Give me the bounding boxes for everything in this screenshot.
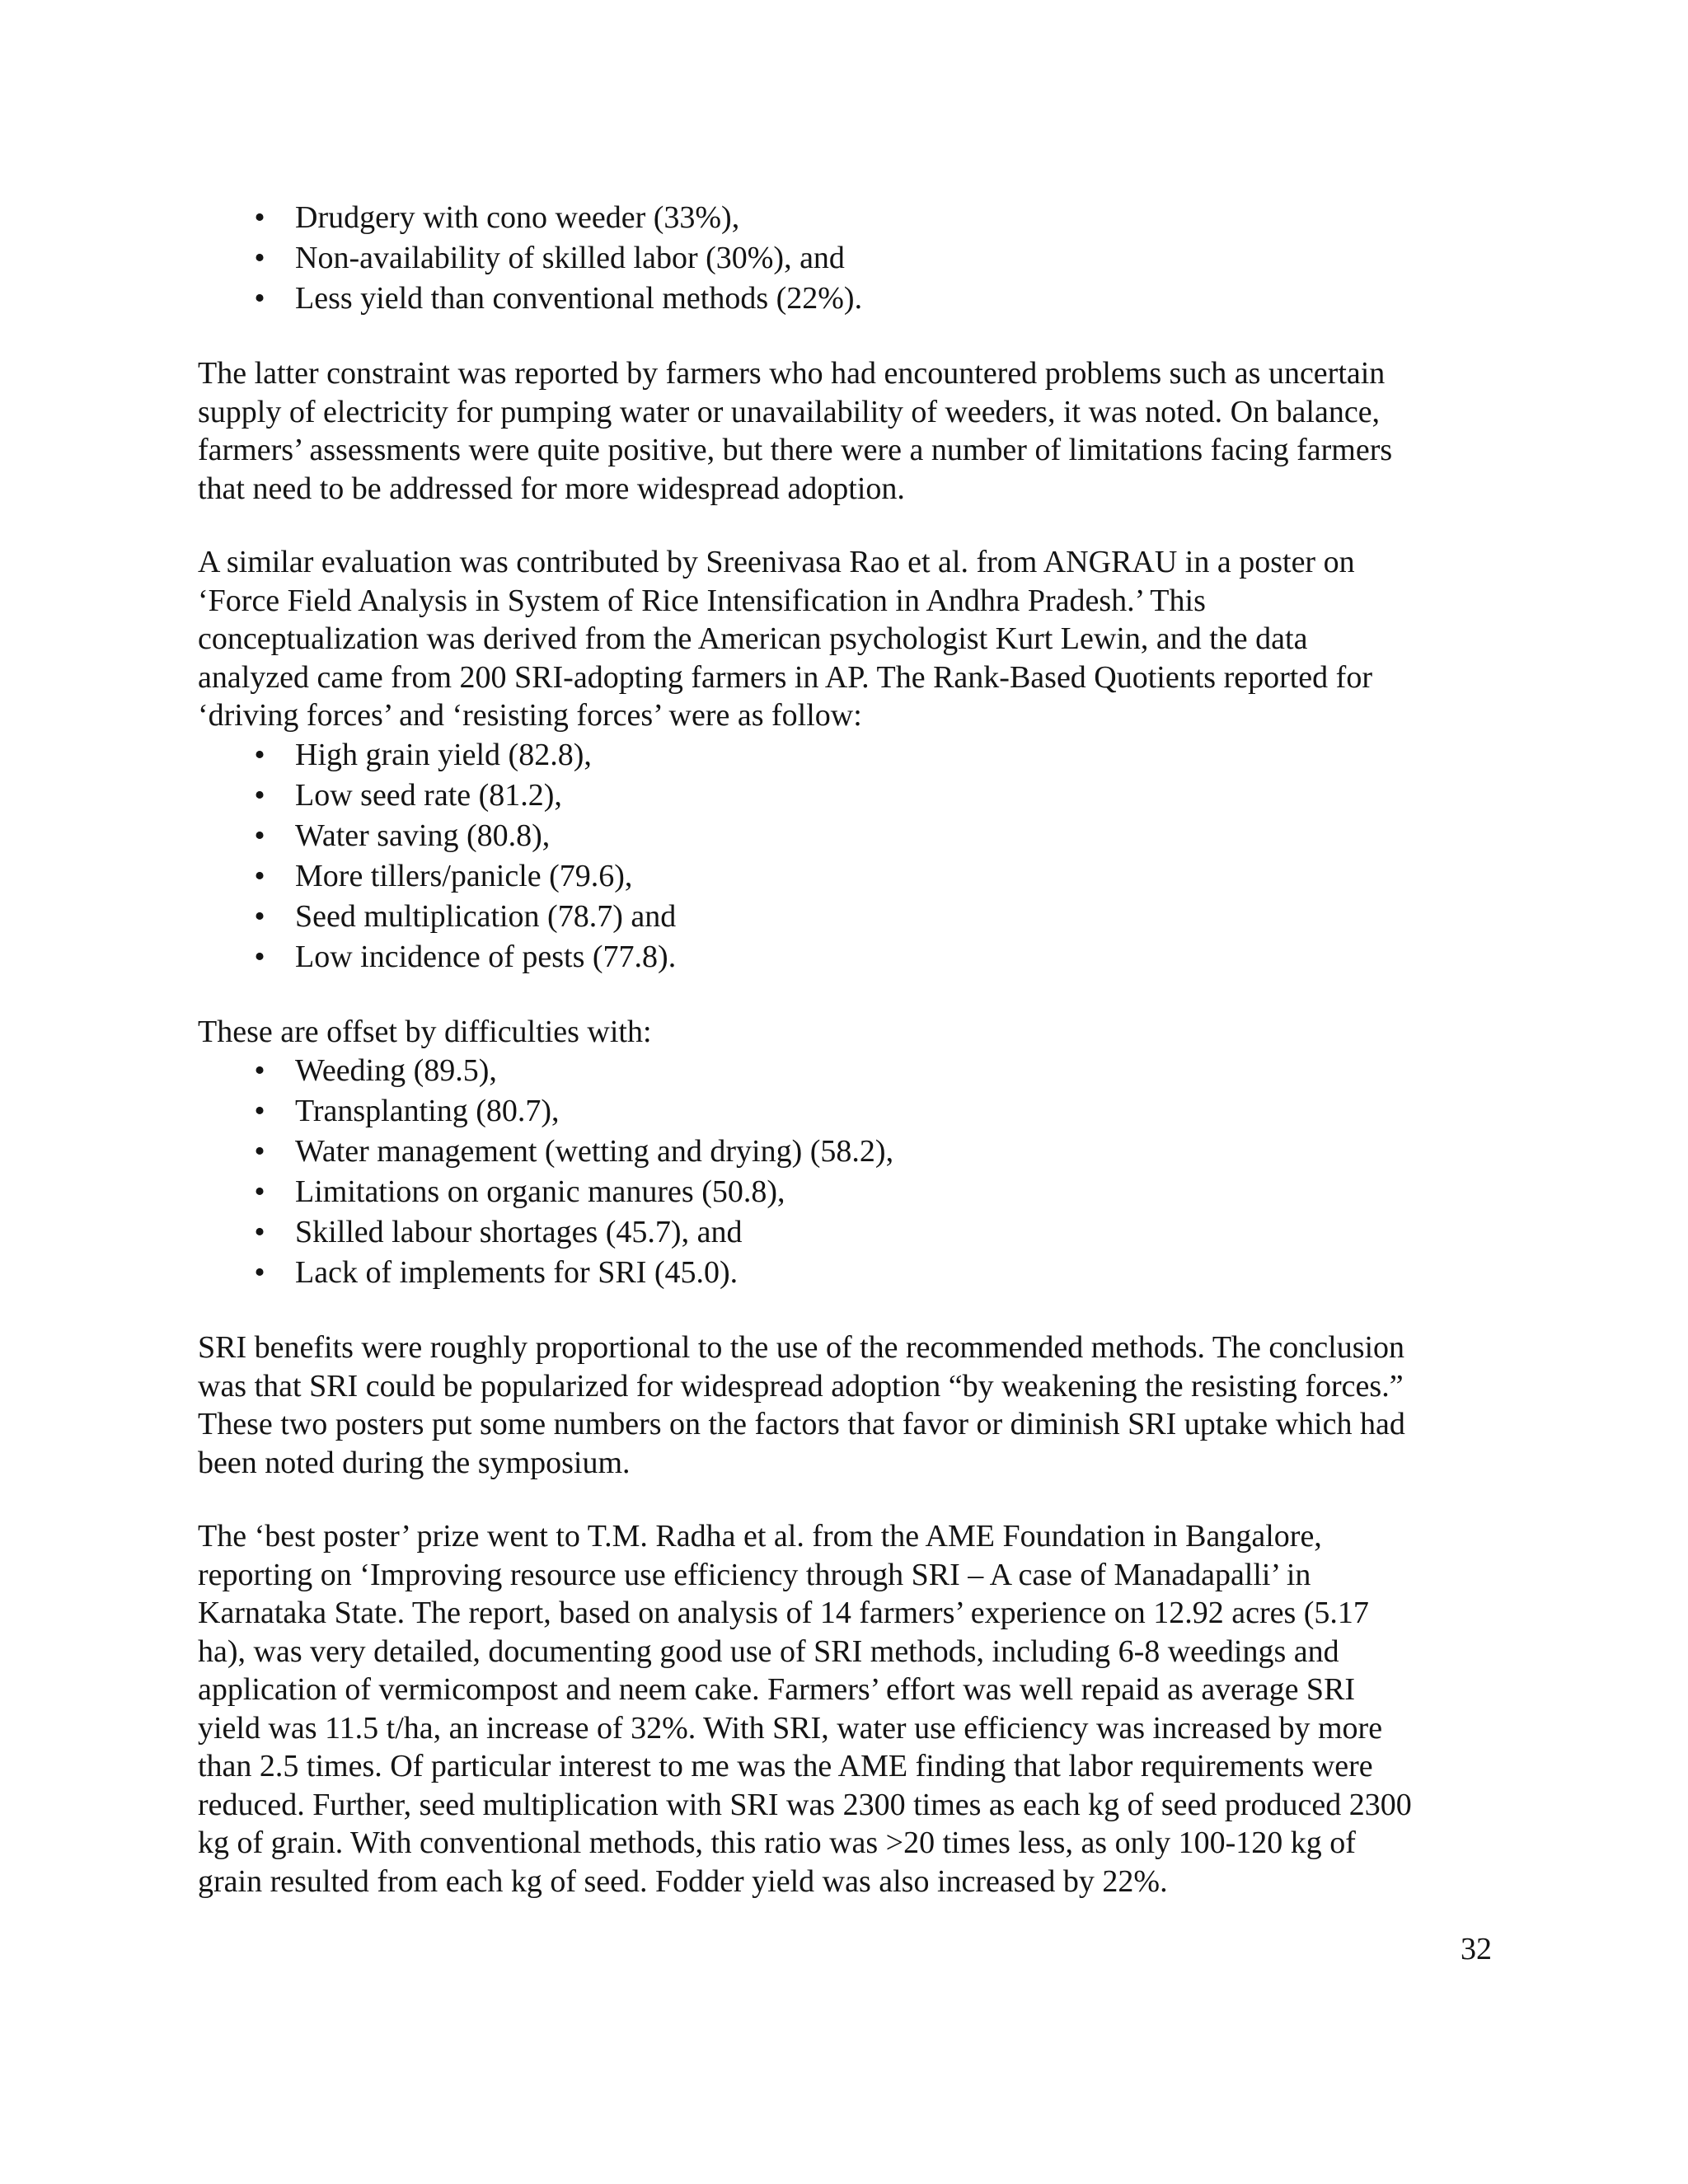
bullet-icon: • <box>254 898 265 934</box>
list-item: • Non-availability of skilled labor (30%), and <box>198 238 1496 279</box>
driving-forces-list <box>198 735 1496 977</box>
bullet-icon: • <box>254 818 265 853</box>
document-page <box>198 198 1496 1900</box>
constraints-list <box>198 198 1496 319</box>
list-item: • Skilled labour shortages (45.7), and <box>198 1212 1496 1253</box>
bullet-icon: • <box>254 777 265 813</box>
list-item: • Weeding (89.5), <box>198 1051 1496 1091</box>
paragraph-force-field-analysis: A similar evaluation was contributed by Sreenivasa Rao et al. from ANGRAU in a poster on ‘Force Field Analysis in System of Rice Intensification in Andhra Pradesh.’ This conceptualization was derived from the American psychologist Kurt Lewin, and the data analyzed came from 200 SRI-adopting farmers in AP. The Rank-Based Quotients reported for ‘driving forces’ and ‘resisting forces’ were as follow: <box>198 545 1372 733</box>
bullet-icon: • <box>254 241 265 275</box>
bullet-icon: • <box>254 858 265 893</box>
bullet-icon: • <box>254 1255 265 1290</box>
list-item: • Water management (wetting and drying) (58.2), <box>198 1132 1496 1172</box>
bullet-icon: • <box>254 939 265 974</box>
list-item: • Lack of implements for SRI (45.0). <box>198 1253 1496 1293</box>
paragraph-latter-constraint: The latter constraint was reported by farmers who had encountered problems such as uncertain supply of electricity for pumping water or unavailability of weeders, it was noted. On balance, farmers’ assessments were quite positive, but there were a number of limitations facing farmers that need to be addressed for more widespread adoption. <box>198 356 1393 506</box>
bullet-icon: • <box>254 281 265 316</box>
paragraph-best-poster: The ‘best poster’ prize went to T.M. Radha et al. from the AME Foundation in Bangalore, reporting on ‘Improving resource use efficiency through SRI – A case of Manadapalli’ in Karnataka State. The report, based on analysis of 14 farmers’ experience on 12.92 acres (5.17 ha), was very detailed, documenting good use of SRI methods, including 6-8 weedings and application of vermicompost and neem cake. Farmers’ effort was well repaid as average SRI yield was 11.5 t/ha, an increase of 32%. With SRI, water use efficiency was increased by more than 2.5 times. Of particular interest to me was the AME finding that labor requirements were reduced. Further, seed multiplication with SRI was 2300 times as each kg of seed produced 2300 kg of grain. With conventional methods, this ratio was >20 times less, as only 100-120 kg of grain resulted from each kg of seed. Fodder yield was also increased by 22%. <box>198 1519 1412 1899</box>
bullet-icon: • <box>254 1094 265 1128</box>
list-item: • Less yield than conventional methods (22%). <box>198 279 1496 319</box>
page-number: 32 <box>1461 1932 1492 1966</box>
list-item: • Low seed rate (81.2), <box>198 776 1496 816</box>
paragraph-sri-benefits: SRI benefits were roughly proportional to the use of the recommended methods. The conclusion was that SRI could be popularized for widespread adoption “by weakening the resisting forces.” These two posters put some numbers on the factors that favor or diminish SRI uptake which had been noted during the symposium. <box>198 1330 1405 1480</box>
bullet-icon: • <box>254 1174 265 1209</box>
list-item: • Limitations on organic manures (50.8), <box>198 1172 1496 1212</box>
list-item: • Transplanting (80.7), <box>198 1091 1496 1132</box>
resisting-forces-list <box>198 1051 1496 1293</box>
list-item: • Low incidence of pests (77.8). <box>198 937 1496 977</box>
bullet-icon: • <box>254 1134 265 1169</box>
bullet-icon: • <box>254 737 265 772</box>
paragraph-difficulties-intro: These are offset by difficulties with: <box>198 1014 652 1049</box>
list-item: • Water saving (80.8), <box>198 816 1496 856</box>
list-item: • More tillers/panicle (79.6), <box>198 856 1496 897</box>
bullet-icon: • <box>254 1053 265 1088</box>
bullet-icon: • <box>254 200 265 235</box>
bullet-icon: • <box>254 1215 265 1249</box>
list-item: • Drudgery with cono weeder (33%), <box>198 198 1496 238</box>
list-item: • High grain yield (82.8), <box>198 735 1496 776</box>
list-item: • Seed multiplication (78.7) and <box>198 897 1496 937</box>
